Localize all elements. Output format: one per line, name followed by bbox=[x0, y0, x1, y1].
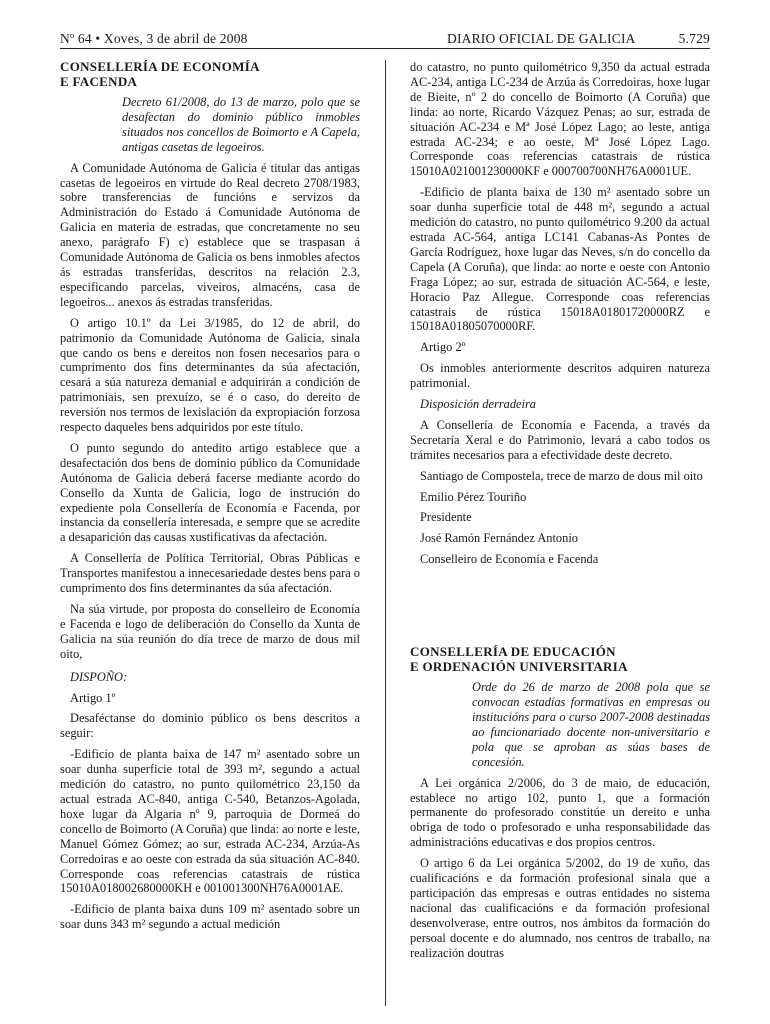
section-title-educacion bbox=[410, 645, 710, 674]
paragraph: O artigo 6 da Lei orgánica 5/2002, do 19 de xuño, das cualificacións e da formación profesional sinala que a participación das empresas e outras entidades no sistema nacional das cualificacións e da formación profesional desenvolverase, entre outros, nos ámbitos da formación do persoal docente e do alumnado, nos centros de traballo, na realización doutras bbox=[410, 856, 710, 960]
decree-summary: Decreto 61/2008, do 13 de marzo, polo que se desafectan do dominio público inmobles situados nos concellos de Boimorto e A Capela, antigas casetas de legoeiros. bbox=[122, 95, 360, 154]
paragraph: -Edificio de planta baixa de 130 m² asentado sobre un soar dunha superficie total de 448 m², segundo a actual medición do catastro, no punto quilométrico 9.200 da actual estrada AC-564, antiga LC141 Cabanas-As Pontes de García Rodríguez, hoxe lugar das Neves, s/n do concello da Capela (A Coruña), que linda: ao norte e oeste con Antonio Fraga López; ao sur, estrada de situación AC-564, e leste, Horacio Paz Allegue. Corresponde coas referencias catastrais de rústica 15018A01801720000RZ e 15018A01805070000RF. bbox=[410, 185, 710, 334]
signature-role: Conselleiro de Economía e Facenda bbox=[420, 552, 599, 567]
section-title-line: CONSELLERÍA DE EDUCACIÓN bbox=[410, 644, 616, 660]
page-number: 5.729 bbox=[678, 31, 710, 46]
paragraph: Os inmobles anteriormente descritos adquiren natureza patrimonial. bbox=[410, 361, 710, 391]
article-heading: Artigo 1º bbox=[70, 690, 116, 705]
left-column bbox=[60, 60, 360, 938]
signature-name: José Ramón Fernández Antonio bbox=[420, 531, 578, 546]
paragraph: -Edificio de planta baixa de 147 m² asentado sobre un soar dunha superficie total de 393 m², segundo a actual medición do catastro, no punto quilométrico 23,150 da actual estrada AC-840, antiga C-540, Betanzos-Agolada, hoxe lugar da Algaria nº 9, parroquia de Dormeá do concello de Boimorto (A Coruña) que linda: ao norte e leste, Manuel Gómez Gómez; ao sur, estrada AC-234, Arzúa-As Corredoiras e ao oeste con estrada da súa situación AC-840. Corresponde coas referencias catastrais de rústica 15010A018002680000KH e 001001300NH76A0001AE. bbox=[60, 747, 360, 896]
paragraph: Na súa virtude, por proposta do conselleiro de Economía e Facenda e logo de deliberación do Consello da Xunta de Galicia na súa reunión do día trece de marzo de dous mil oito, bbox=[60, 602, 360, 661]
paragraph: O punto segundo do antedito artigo establece que a desafectación dos bens de dominio público da Comunidade Autónoma de Galicia deberá facerse mediante acordo do Consello da Xunta de Galicia, logo de instrución do expediente pola Consellería de Economía e Facenda, por instancia da consellería interesada, e sempre que se acredite a desaparición das causas xustificativas da afectación. bbox=[60, 440, 360, 545]
section-title-line: E ORDENACIÓN UNIVERSITARIA bbox=[410, 658, 628, 674]
signature-name: Emilio Pérez Touriño bbox=[420, 489, 527, 504]
section-title-line: CONSELLERÍA DE ECONOMÍA bbox=[60, 59, 260, 74]
column-divider bbox=[385, 60, 386, 1006]
order-summary: Orde do 26 de marzo de 2008 pola que se convocan estadías formativas en empresas ou institucións para o curso 2007-2008 destinadas ao funcionariado docente non-universitario e pola que se aproban as súas bases de concesión. bbox=[472, 680, 710, 769]
dispono-heading: DISPOÑO: bbox=[70, 669, 128, 684]
right-column bbox=[410, 60, 710, 967]
signature-role: Presidente bbox=[420, 510, 472, 525]
section-title-line: E FACENDA bbox=[60, 73, 138, 89]
spacer bbox=[410, 573, 710, 645]
paragraph: A Consellería de Economía e Facenda, a través da Secretaría Xeral e do Patrimonio, levará a cabo todos os trámites necesarios para a efectividade deste decreto. bbox=[410, 417, 710, 462]
paragraph: -Edificio de planta baixa duns 109 m² asentado sobre un soar duns 343 m² segundo a actual medición bbox=[60, 902, 360, 932]
page-header bbox=[60, 30, 710, 49]
article-heading: Artigo 2º bbox=[420, 340, 466, 355]
paragraph: Santiago de Compostela, trece de marzo de dous mil oito bbox=[420, 468, 703, 483]
paragraph: do catastro, no punto quilométrico 9,350 da actual estrada AC-234, antiga LC-234 de Arzúa ás Corredoiras, hoxe lugar de Bieite, nº 2 do concello de Boimorto (A Coruña) que linda: ao norte, Ricardo Vázquez Penas; ao sur, estrada de situación AC-234 e Mª José López Lago; ao leste, antiga estrada AC-234; e ao oeste, Mª José López Lago. Corresponde coas referencias catastrais de rústica 15010A021001230000KF e 000700700NH76A0001UE. bbox=[410, 60, 710, 179]
journal-title: DIARIO OFICIAL DE GALICIA bbox=[447, 31, 636, 46]
section-title-economia bbox=[60, 60, 360, 89]
paragraph: A Lei orgánica 2/2006, do 3 de maio, de educación, establece no artigo 102, punto 1, que a formación permanente do profesorado constitúe un dereito e unha obriga de todo o profesorado e unha responsabilidade das administracións educativas e dos propios centros. bbox=[410, 775, 710, 850]
issue-date: Nº 64 • Xoves, 3 de abril de 2008 bbox=[60, 31, 248, 46]
paragraph: A Comunidade Autónoma de Galicia é titular das antigas casetas de legoeiros en virtude do Real decreto 2708/1983, sobre transferencias de funcións e servizos da Administración do Estado á Comunidade Autónoma de Galicia en materia de estradas, que concretamente no seu anexo, parágrafo F) c) establece que se traspasan á Comunidade Autónoma de Galicia os bens inmobles afectos ás estradas transferidas, descritos na relación 2.3, especificando parcelas, viveiros, almacéns, casa de legoeiros... anexos ás estradas transferidas. bbox=[60, 160, 360, 309]
paragraph: A Consellería de Política Territorial, Obras Públicas e Transportes manifestou a innecesariedade destes bens para o cumprimento dos fins determinantes da súa afectación. bbox=[60, 551, 360, 596]
final-provision-heading: Disposición derradeira bbox=[420, 397, 536, 412]
paragraph: O artigo 10.1º da Lei 3/1985, do 12 de abril, do patrimonio da Comunidade Autónoma de Galicia, sinala que cando os bens e dereitos non fosen necesarios para o cumprimento dos fins determinantes da súa afectación, cesará a súa natureza demanial e adquirirán a condición de patrimoniais, sen prexuízo, se é o caso, do dereito de reversión nos termos de lexislación da expropiación forzosa respecto daqueles bens adquiridos por este título. bbox=[60, 315, 360, 435]
paragraph: Desaféctanse do dominio público os bens descritos a seguir: bbox=[60, 711, 360, 741]
